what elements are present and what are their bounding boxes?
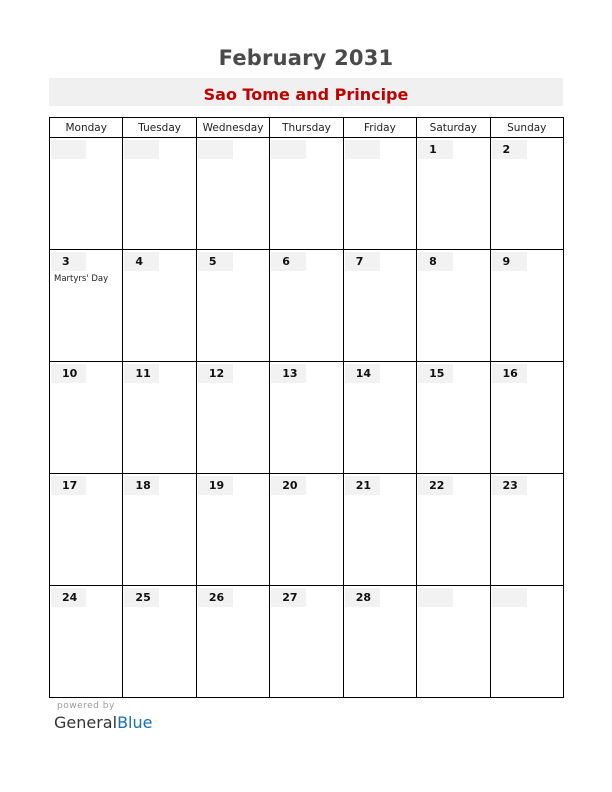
day-cell: [343, 138, 416, 250]
weekday-header: Friday: [343, 118, 416, 138]
day-cell: [123, 474, 196, 586]
calendar-title: February 2031: [218, 46, 394, 70]
day-number: [271, 140, 306, 159]
day-cell: [50, 586, 123, 698]
day-cell: [196, 138, 269, 250]
day-number: [198, 140, 233, 159]
day-cell: [196, 250, 269, 362]
day-number: [418, 588, 453, 607]
day-cell: [417, 250, 490, 362]
day-cell: [50, 138, 123, 250]
day-number: 20: [271, 476, 306, 495]
day-cell: [343, 586, 416, 698]
week-row: [50, 362, 564, 474]
day-cell: [123, 586, 196, 698]
day-cell: [123, 250, 196, 362]
day-cell: [123, 362, 196, 474]
day-number: 6: [271, 252, 306, 271]
day-number: 9: [492, 252, 527, 271]
day-cell: [196, 362, 269, 474]
day-number: 16: [492, 364, 527, 383]
day-cell: [343, 474, 416, 586]
logo-text-blue: Blue: [117, 713, 153, 732]
day-number: 7: [345, 252, 380, 271]
powered-by-text: powered by: [57, 701, 115, 711]
day-cell: [490, 362, 563, 474]
day-cell: [196, 586, 269, 698]
day-number: [492, 588, 527, 607]
day-number: 3: [51, 252, 86, 271]
weekday-header: Sunday: [490, 118, 563, 138]
day-number: 13: [271, 364, 306, 383]
day-number: 27: [271, 588, 306, 607]
day-number: 24: [51, 588, 86, 607]
day-number: 28: [345, 588, 380, 607]
day-number: 23: [492, 476, 527, 495]
day-cell: [490, 250, 563, 362]
day-cell: [343, 362, 416, 474]
day-cell: [417, 586, 490, 698]
day-number: 12: [198, 364, 233, 383]
day-cell: [196, 474, 269, 586]
day-number: 25: [124, 588, 159, 607]
day-number: 14: [345, 364, 380, 383]
day-cell: [417, 362, 490, 474]
weekday-header: Thursday: [270, 118, 343, 138]
day-cell: [270, 586, 343, 698]
day-cell: [270, 362, 343, 474]
day-cell: [417, 474, 490, 586]
generalblue-logo: [54, 713, 152, 732]
weekday-header: Wednesday: [196, 118, 269, 138]
day-cell: [123, 138, 196, 250]
weekday-header-row: [50, 118, 564, 138]
day-number: 17: [51, 476, 86, 495]
day-number: 22: [418, 476, 453, 495]
day-cell: [270, 474, 343, 586]
day-cell: [50, 362, 123, 474]
day-cell: [490, 586, 563, 698]
week-row: [50, 250, 564, 362]
day-number: 5: [198, 252, 233, 271]
holiday-label: Martyrs' Day: [54, 274, 109, 284]
day-number: 11: [124, 364, 159, 383]
country-name: Sao Tome and Principe: [203, 85, 409, 104]
day-cell: [490, 138, 563, 250]
day-number: 1: [418, 140, 453, 159]
day-number: 8: [418, 252, 453, 271]
weekday-header: Saturday: [417, 118, 490, 138]
day-number: 15: [418, 364, 453, 383]
calendar-grid: [49, 117, 564, 698]
day-cell: [270, 138, 343, 250]
logo-text-general: General: [54, 713, 118, 732]
day-number: 18: [124, 476, 159, 495]
day-number: [124, 140, 159, 159]
day-number: 2: [492, 140, 527, 159]
day-number: [51, 140, 86, 159]
day-number: 10: [51, 364, 86, 383]
day-number: 21: [345, 476, 380, 495]
week-row: [50, 586, 564, 698]
day-number: 4: [124, 252, 159, 271]
day-cell: [270, 250, 343, 362]
day-cell: [50, 474, 123, 586]
weekday-header: Monday: [50, 118, 123, 138]
week-row: [50, 138, 564, 250]
day-cell: [417, 138, 490, 250]
day-number: 26: [198, 588, 233, 607]
day-number: [345, 140, 380, 159]
day-number: 19: [198, 476, 233, 495]
week-row: [50, 474, 564, 586]
day-cell: [50, 250, 123, 362]
day-cell: [343, 250, 416, 362]
weekday-header: Tuesday: [123, 118, 196, 138]
day-cell: [490, 474, 563, 586]
